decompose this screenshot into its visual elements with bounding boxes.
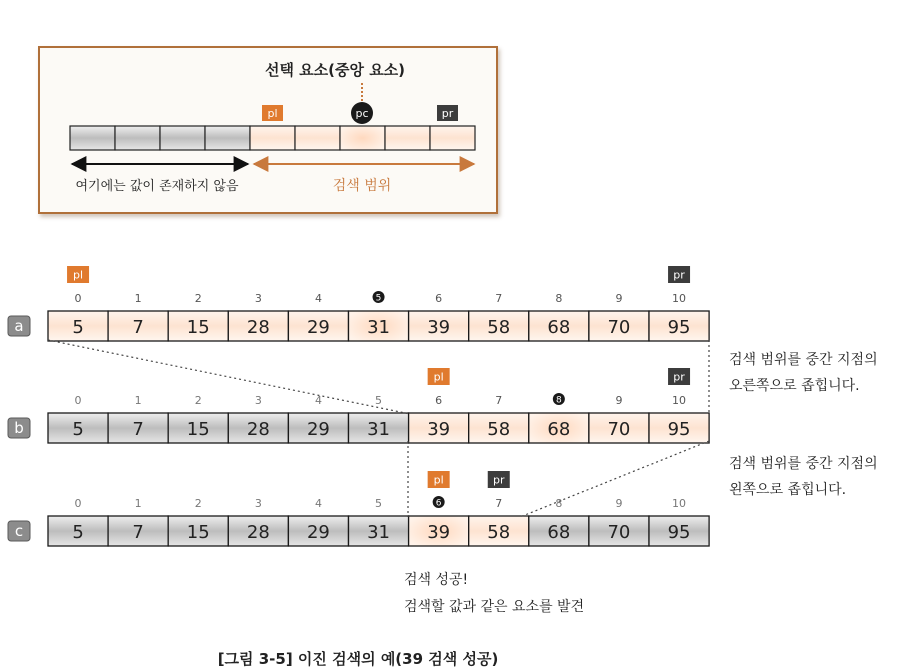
row-label-text: a (14, 317, 24, 335)
cell-value: 39 (427, 317, 451, 338)
pl-marker-text: pl (73, 268, 84, 282)
cell-value: 31 (367, 419, 391, 440)
figure-caption: [그림 3-5] 이진 검색의 예(39 검색 성공) (217, 650, 499, 668)
cell-value: 95 (667, 419, 691, 440)
index-label: 4 (314, 394, 322, 407)
success-line-2: 검색할 값과 같은 요소를 발견 (404, 599, 585, 615)
guide-a-left-to-b-pl (48, 340, 410, 414)
index-label: 6 (435, 292, 443, 305)
index-label: 10 (672, 292, 687, 305)
legend-pl-text: pl (267, 107, 278, 120)
index-label: 2 (194, 292, 202, 305)
pl-marker-text: pl (433, 473, 444, 487)
array-row-b (8, 368, 709, 443)
cell-value: 28 (246, 317, 270, 338)
index-label: 0 (74, 497, 82, 510)
cell-value: 58 (487, 317, 511, 338)
note-right-1-line-1: 검색 범위를 중간 지점의 (729, 352, 878, 368)
note-right-2-line-1: 검색 범위를 중간 지점의 (729, 456, 878, 472)
index-label: 1 (134, 497, 142, 510)
cell-value: 7 (132, 522, 144, 543)
index-label: 4 (314, 292, 322, 305)
cell-value: 70 (607, 419, 631, 440)
index-label: 2 (194, 497, 202, 510)
legend-cell-5 (295, 126, 340, 150)
row-label-text: c (14, 522, 24, 540)
cell-value: 68 (547, 317, 571, 338)
cell-value: 5 (72, 522, 84, 543)
legend-cell-7 (385, 126, 430, 150)
index-label: 9 (615, 497, 623, 510)
legend-range-text: 검색 범위 (332, 178, 392, 194)
legend-cell-0 (70, 126, 115, 150)
index-label: 2 (194, 394, 202, 407)
cell-value: 68 (547, 522, 571, 543)
cell-value: 58 (487, 419, 511, 440)
pc-index-text: 8 (555, 395, 562, 406)
legend-left-text: 여기에는 값이 존재하지 않음 (75, 179, 239, 194)
index-label: 7 (495, 497, 503, 510)
cell-value: 15 (186, 317, 210, 338)
right-annotations (729, 351, 878, 498)
index-label: 3 (254, 292, 262, 305)
legend-cell-3 (205, 126, 250, 150)
index-label: 0 (74, 292, 82, 305)
cell-value: 95 (667, 317, 691, 338)
legend-pc-text: pc (355, 107, 369, 120)
cell-value: 29 (306, 419, 330, 440)
note-right-1-line-2: 오른쪽으로 좁힙니다. (729, 378, 860, 394)
index-label: 10 (672, 497, 687, 510)
index-label: 3 (254, 497, 262, 510)
pr-marker-text: pr (673, 268, 685, 282)
cell-value: 15 (186, 522, 210, 543)
legend-selected-label: 선택 요소(중앙 요소) (264, 61, 406, 79)
pc-index-text: 5 (375, 293, 382, 304)
index-label: 9 (615, 394, 623, 407)
index-label: 5 (375, 394, 383, 407)
array-rows (8, 266, 709, 546)
legend-cell-4 (250, 126, 295, 150)
array-row-c (8, 471, 709, 546)
index-label: 1 (134, 292, 142, 305)
index-label: 5 (375, 497, 383, 510)
index-label: 7 (495, 394, 503, 407)
success-line-1: 검색 성공! (404, 572, 469, 588)
legend-cell-8 (430, 126, 475, 150)
cell-value: 29 (306, 317, 330, 338)
index-label: 4 (314, 497, 322, 510)
cell-value: 7 (132, 317, 144, 338)
index-label: 8 (555, 497, 563, 510)
pr-marker-text: pr (492, 473, 505, 487)
cell-value: 70 (607, 522, 631, 543)
cell-value: 39 (427, 419, 451, 440)
cell-value: 31 (367, 522, 391, 543)
index-label: 1 (134, 394, 142, 407)
legend-pr-text: pr (441, 107, 454, 120)
cell-value: 29 (306, 522, 330, 543)
cell-value: 70 (607, 317, 631, 338)
cell-value: 31 (367, 317, 391, 338)
cell-value: 95 (667, 522, 691, 543)
cell-value: 5 (72, 317, 84, 338)
pc-index-text: 6 (435, 498, 442, 509)
legend-cell-2 (160, 126, 205, 150)
row-label-text: b (14, 419, 24, 437)
cell-value: 28 (246, 419, 270, 440)
index-label: 3 (254, 394, 262, 407)
index-label: 6 (435, 394, 443, 407)
index-label: 7 (495, 292, 503, 305)
note-right-2-line-2: 왼쪽으로 좁힙니다. (729, 482, 847, 498)
success-note (404, 571, 584, 615)
cell-value: 28 (246, 522, 270, 543)
cell-value: 15 (186, 419, 210, 440)
pr-marker-text: pr (673, 370, 685, 384)
index-label: 0 (74, 394, 82, 407)
index-label: 10 (672, 394, 687, 407)
index-label: 9 (615, 292, 623, 305)
cell-value: 39 (427, 522, 451, 543)
cell-value: 68 (547, 419, 571, 440)
array-row-a (8, 266, 709, 341)
cell-value: 5 (72, 419, 84, 440)
cell-value: 58 (487, 522, 511, 543)
index-label: 8 (555, 292, 563, 305)
legend (70, 61, 475, 194)
cell-value: 7 (132, 419, 144, 440)
legend-cell-6 (340, 126, 385, 150)
legend-cell-1 (115, 126, 160, 150)
pl-marker-text: pl (433, 370, 444, 384)
